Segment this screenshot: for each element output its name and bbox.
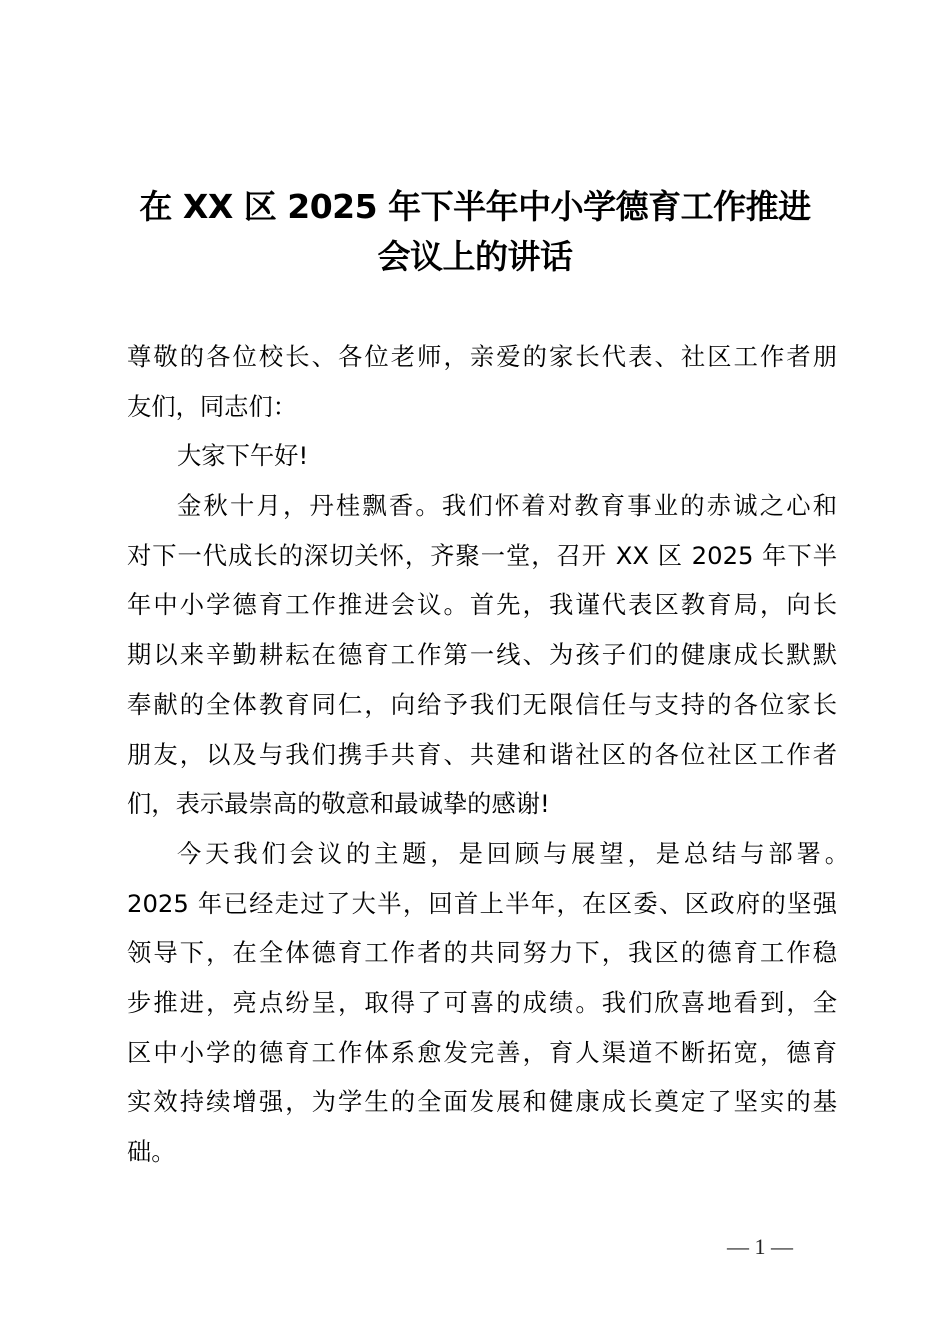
page-number: — 1 — (727, 1234, 793, 1259)
document-title (100, 182, 850, 282)
paragraph-line: 领导下，在全体德育工作者的共同努力下，我区的德育工作稳 (127, 938, 837, 968)
paragraph-line: 们，表示最崇高的敬意和最诚挚的感谢! (127, 789, 550, 819)
paragraph-line: 础。 (127, 1137, 176, 1166)
salutation-line: 友们，同志们： (127, 391, 298, 421)
paragraph-line: 2025 年已经走过了大半，回首上半年，在区委、区政府的坚强 (127, 888, 837, 918)
salutation (127, 332, 837, 431)
paragraph-1 (127, 481, 837, 829)
paragraph-line: 对下一代成长的深切关怀，齐聚一堂，召开 XX 区 2025 年下半 (127, 540, 837, 570)
paragraph-line: 实效持续增强，为学生的全面发展和健康成长奠定了坚实的基 (127, 1087, 837, 1117)
paragraph-line: 年中小学德育工作推进会议。首先，我谨代表区教育局，向长 (127, 590, 837, 620)
document-body (127, 332, 849, 1177)
paragraph-line: 区中小学的德育工作体系愈发完善，育人渠道不断拓宽，德育 (127, 1037, 837, 1067)
greeting: 大家下午好! (177, 441, 309, 471)
paragraph-line: 奉献的全体教育同仁，向给予我们无限信任与支持的各位家长 (127, 689, 837, 719)
paragraph-line: 期以来辛勤耕耘在德育工作第一线、为孩子们的健康成长默默 (127, 640, 837, 670)
title-line-2: 会议上的讲话 (377, 237, 573, 276)
title-line-1: 在 XX 区 2025 年下半年中小学德育工作推进 (139, 187, 811, 226)
paragraph-line: 朋友，以及与我们携手共育、共建和谐社区的各位社区工作者 (127, 739, 837, 769)
paragraph-line: 步推进，亮点纷呈，取得了可喜的成绩。我们欣喜地看到，全 (127, 987, 837, 1017)
paragraph-2 (127, 829, 849, 1177)
paragraph-line: 金秋十月，丹桂飘香。我们怀着对教育事业的赤诚之心和 (177, 491, 837, 521)
salutation-line: 尊敬的各位校长、各位老师，亲爱的家长代表、社区工作者朋 (127, 342, 837, 371)
paragraph-line: 今天我们会议的主题，是回顾与展望，是总结与部署。 (177, 838, 849, 868)
